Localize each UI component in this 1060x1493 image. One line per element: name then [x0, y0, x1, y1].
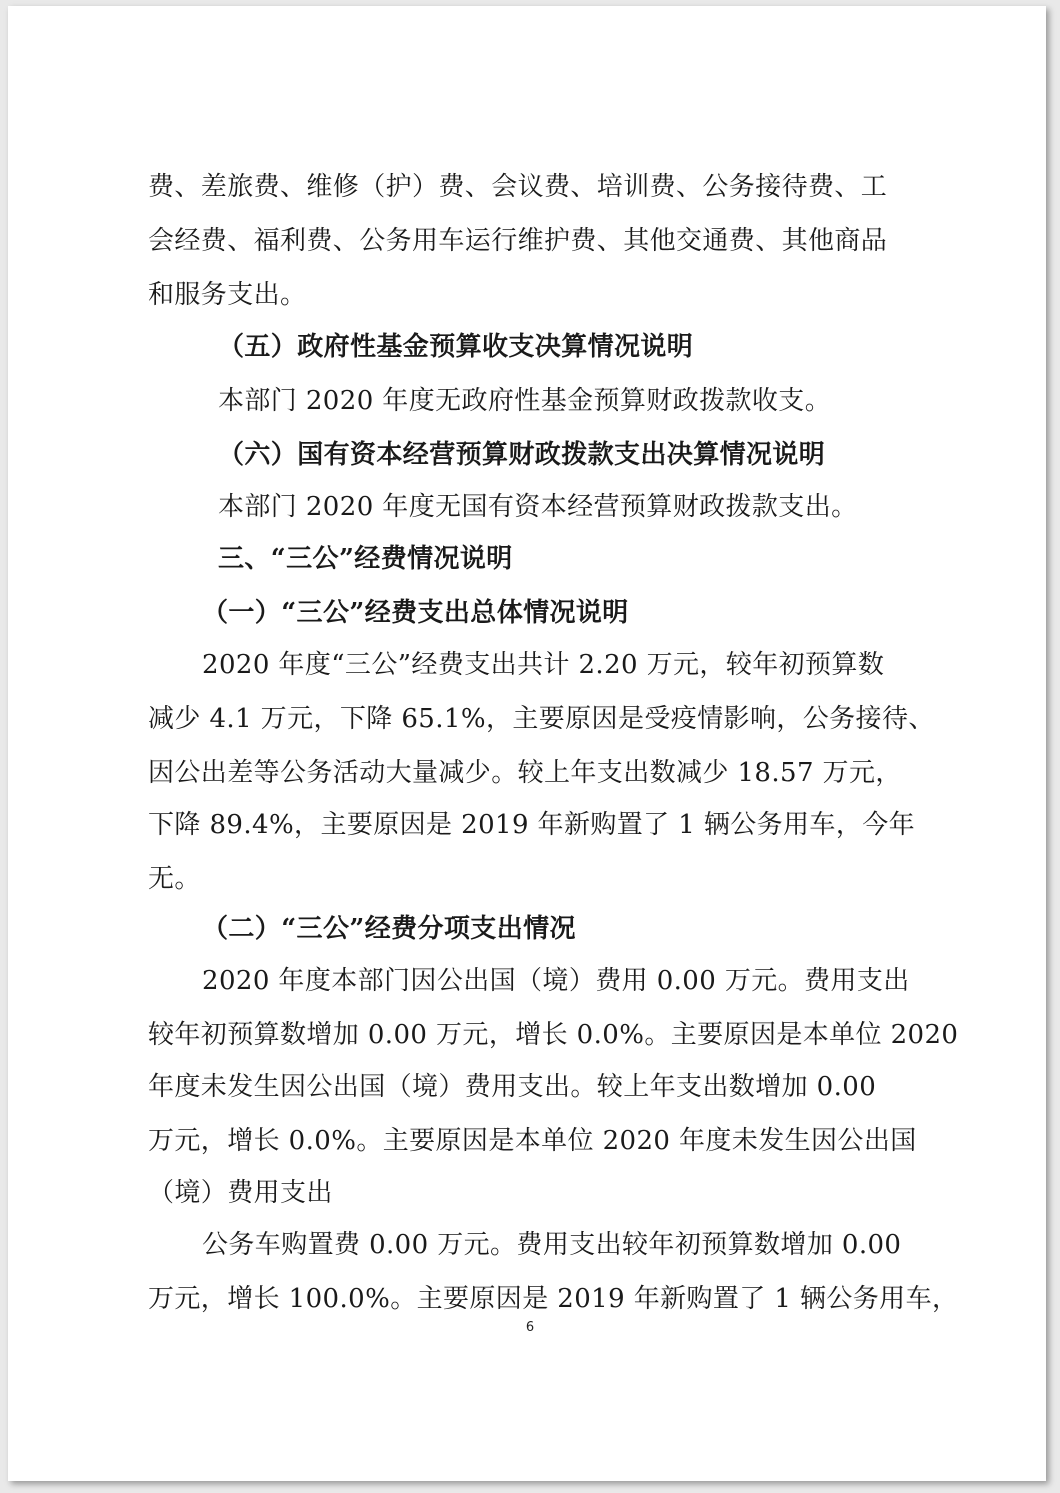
paragraph-line: 费、差旅费、维修（护）费、会议费、培训费、公务接待费、工 — [148, 172, 888, 202]
paragraph-line: 较年初预算数增加 0.00 万元，增长 0.0%。主要原因是本单位 2020 — [148, 1020, 959, 1050]
paragraph-line: 会经费、福利费、公务用车运行维护费、其他交通费、其他商品 — [148, 226, 888, 256]
paragraph-line: 2020 年度本部门因公出国（境）费用 0.00 万元。费用支出 — [202, 966, 910, 996]
paragraph-line: 减少 4.1 万元，下降 65.1%，主要原因是受疫情影响，公务接待、 — [148, 704, 935, 734]
paragraph-line: 下降 89.4%，主要原因是 2019 年新购置了 1 辆公务用车，今年 — [148, 810, 916, 840]
section-heading-6: （六）国有资本经营预算财政拨款支出决算情况说明 — [218, 440, 826, 470]
paragraph-line: 万元，增长 100.0%。主要原因是 2019 年新购置了 1 辆公务用车， — [148, 1284, 959, 1314]
paragraph-line: 2020 年度“三公”经费支出共计 2.20 万元，较年初预算数 — [202, 650, 885, 680]
paragraph-line: 无。 — [148, 864, 201, 894]
paragraph-line: 年度未发生因公出国（境）费用支出。较上年支出数增加 0.00 — [148, 1072, 877, 1102]
section-title-3: 三、“三公”经费情况说明 — [218, 544, 513, 574]
paragraph-line: （境）费用支出 — [148, 1178, 333, 1208]
subheading-1: （一）“三公”经费支出总体情况说明 — [202, 598, 629, 628]
paragraph-line: 公务车购置费 0.00 万元。费用支出较年初预算数增加 0.00 — [202, 1230, 902, 1260]
paragraph-line: 本部门 2020 年度无国有资本经营预算财政拨款支出。 — [218, 492, 858, 522]
paragraph-line: 万元，增长 0.0%。主要原因是本单位 2020 年度未发生因公出国 — [148, 1126, 917, 1156]
paragraph-line: 本部门 2020 年度无政府性基金预算财政拨款收支。 — [218, 386, 832, 416]
page-number: 6 — [525, 1320, 535, 1335]
section-heading-5: （五）政府性基金预算收支决算情况说明 — [218, 332, 694, 362]
paragraph-line: 和服务支出。 — [148, 280, 307, 310]
subheading-2: （二）“三公”经费分项支出情况 — [202, 914, 576, 944]
paragraph-line: 因公出差等公务活动大量减少。较上年支出数减少 18.57 万元， — [148, 758, 902, 788]
